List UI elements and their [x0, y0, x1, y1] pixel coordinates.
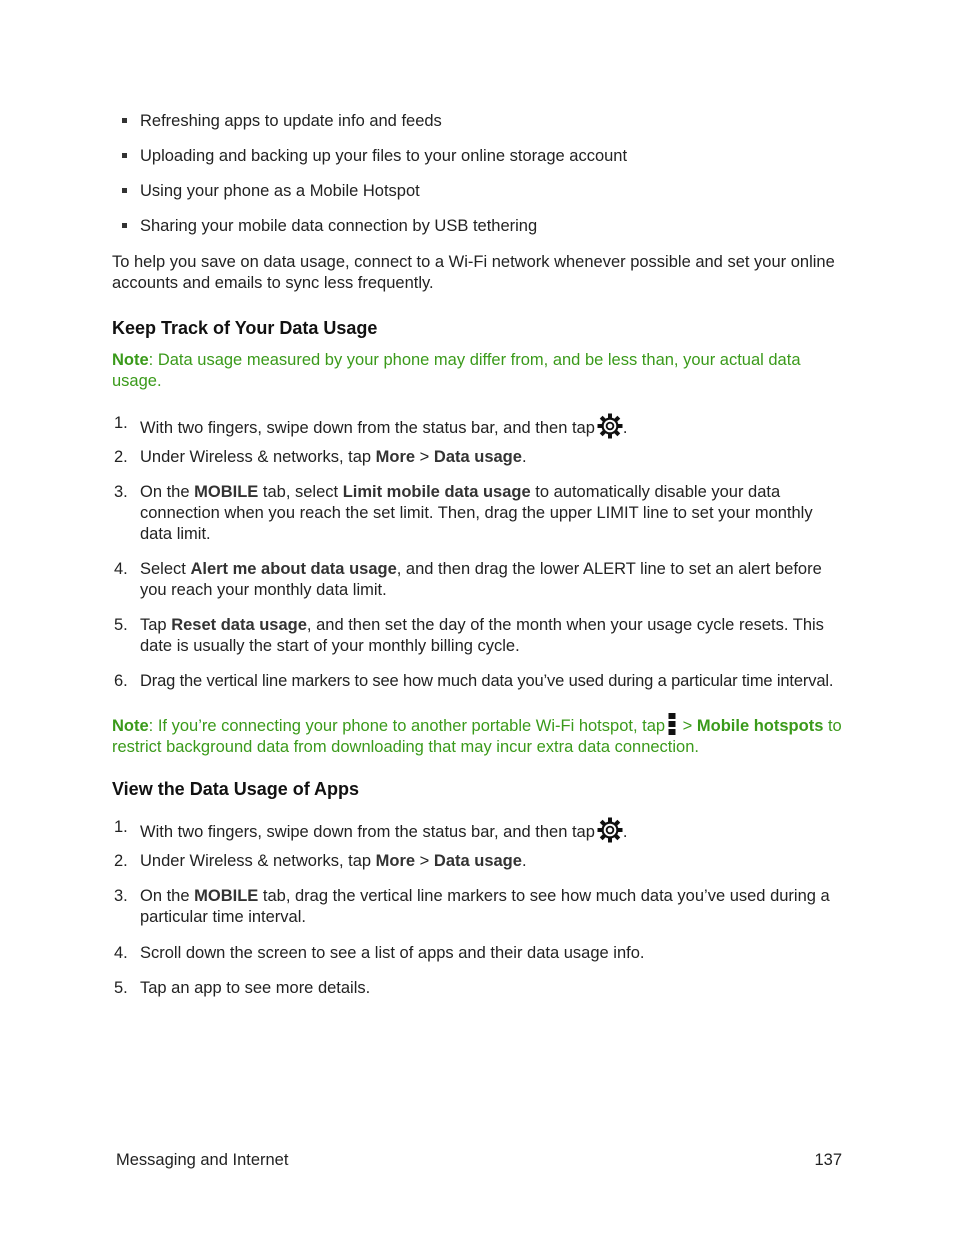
ui-term: More — [375, 448, 416, 466]
bullet-marker — [122, 118, 127, 123]
step-text-part: Under Wireless & networks, tap — [140, 448, 376, 466]
step-text — [140, 851, 845, 872]
step-text-part: . — [521, 448, 527, 466]
step-text-part: , and then set the day of the month when your usage cycle resets. This date is usually the start of your monthly billing cycle. — [140, 616, 824, 655]
note-text: > — [678, 717, 697, 735]
step-text: Tap an app to see more details. — [140, 979, 371, 997]
ui-term: Limit mobile data usage — [342, 483, 531, 501]
ui-term: Data usage — [433, 852, 522, 870]
note-label: Note — [112, 717, 149, 735]
step-number: 6. — [114, 672, 128, 690]
page-number: 137 — [814, 1151, 842, 1169]
ui-term: Data usage — [433, 448, 522, 466]
step-text — [140, 615, 845, 657]
step-text — [140, 447, 845, 468]
step-text-part: Tap — [140, 616, 172, 634]
step-text — [140, 413, 845, 439]
list-item-text: Refreshing apps to update info and feeds — [140, 112, 442, 130]
bullet-marker — [122, 188, 127, 193]
list-item-text: Uploading and backing up your files to your online storage account — [140, 147, 628, 165]
step-text: Scroll down the screen to see a list of apps and their data usage info. — [140, 944, 645, 962]
section-heading-view-apps: View the Data Usage of Apps — [112, 779, 360, 799]
step-text: Drag the vertical line markers to see how much data you’ve used during a particular time interval. — [140, 672, 834, 690]
intro-paragraph: To help you save on data usage, connect to a Wi-Fi network whenever possible and set your online accounts and emails to sync less frequently. — [112, 253, 835, 292]
step-number: 4. — [114, 944, 128, 962]
bullet-marker — [122, 153, 127, 158]
step-number: 5. — [114, 616, 128, 634]
step-text-part: > — [415, 852, 434, 870]
note-text: : If you’re connecting your phone to another portable Wi-Fi hotspot, tap — [148, 717, 666, 735]
footer-section-title: Messaging and Internet — [116, 1151, 289, 1169]
step-text — [140, 817, 845, 843]
ui-term: MOBILE — [194, 483, 259, 501]
list-item-text: Sharing your mobile data connection by USB tethering — [140, 217, 538, 235]
gear-icon — [597, 413, 623, 439]
note-hotspot — [112, 713, 847, 758]
step-text-part: . — [622, 419, 628, 437]
step-text-part: Select — [140, 560, 191, 578]
step-text-part: With two fingers, swipe down from the status bar, and then tap — [140, 419, 595, 437]
step-text-part: Under Wireless & networks, tap — [140, 852, 376, 870]
note-label: Note — [112, 351, 149, 369]
section-heading-keep-track: Keep Track of Your Data Usage — [112, 318, 378, 338]
note-text: : Data usage measured by your phone may differ from, and be less than, your actual data usage. — [112, 351, 801, 390]
more-options-icon — [668, 713, 676, 735]
gear-icon — [597, 817, 623, 843]
note-text: to restrict background data from downloading that may incur extra data connection. — [112, 717, 842, 756]
bullet-marker — [122, 223, 127, 228]
step-text-part: tab, drag the vertical line markers to see how much data you’ve used during a particular time interval. — [140, 887, 830, 926]
step-text — [140, 482, 845, 545]
list-item-text: Using your phone as a Mobile Hotspot — [140, 182, 420, 200]
step-text-part: On the — [140, 887, 195, 905]
step-number: 5. — [114, 979, 128, 997]
step-text-part: . — [622, 823, 628, 841]
step-number: 4. — [114, 560, 128, 578]
step-text-part: > — [415, 448, 434, 466]
step-number: 1. — [114, 818, 128, 836]
step-number: 2. — [114, 448, 128, 466]
ui-term: Mobile hotspots — [696, 717, 824, 735]
ui-term: Reset data usage — [171, 616, 307, 634]
step-text — [140, 559, 845, 601]
step-number: 3. — [114, 483, 128, 501]
ui-term: Alert me about data usage — [190, 560, 397, 578]
step-text-part: tab, select — [258, 483, 343, 501]
step-number: 2. — [114, 852, 128, 870]
step-text-part: . — [521, 852, 527, 870]
step-number: 3. — [114, 887, 128, 905]
step-text — [140, 886, 845, 928]
step-text-part: to automatically disable your data connection when you reach the set limit. Then, drag the upper LIMIT line to set your monthly data limit. — [140, 483, 813, 543]
step-text-part: , and then drag the lower ALERT line to set an alert before you reach your monthly data limit. — [140, 560, 822, 599]
step-text-part: With two fingers, swipe down from the status bar, and then tap — [140, 823, 595, 841]
ui-term: MOBILE — [194, 887, 259, 905]
step-text-part: On the — [140, 483, 195, 501]
ui-term: More — [375, 852, 416, 870]
step-number: 1. — [114, 414, 128, 432]
note-data-usage — [112, 350, 847, 392]
